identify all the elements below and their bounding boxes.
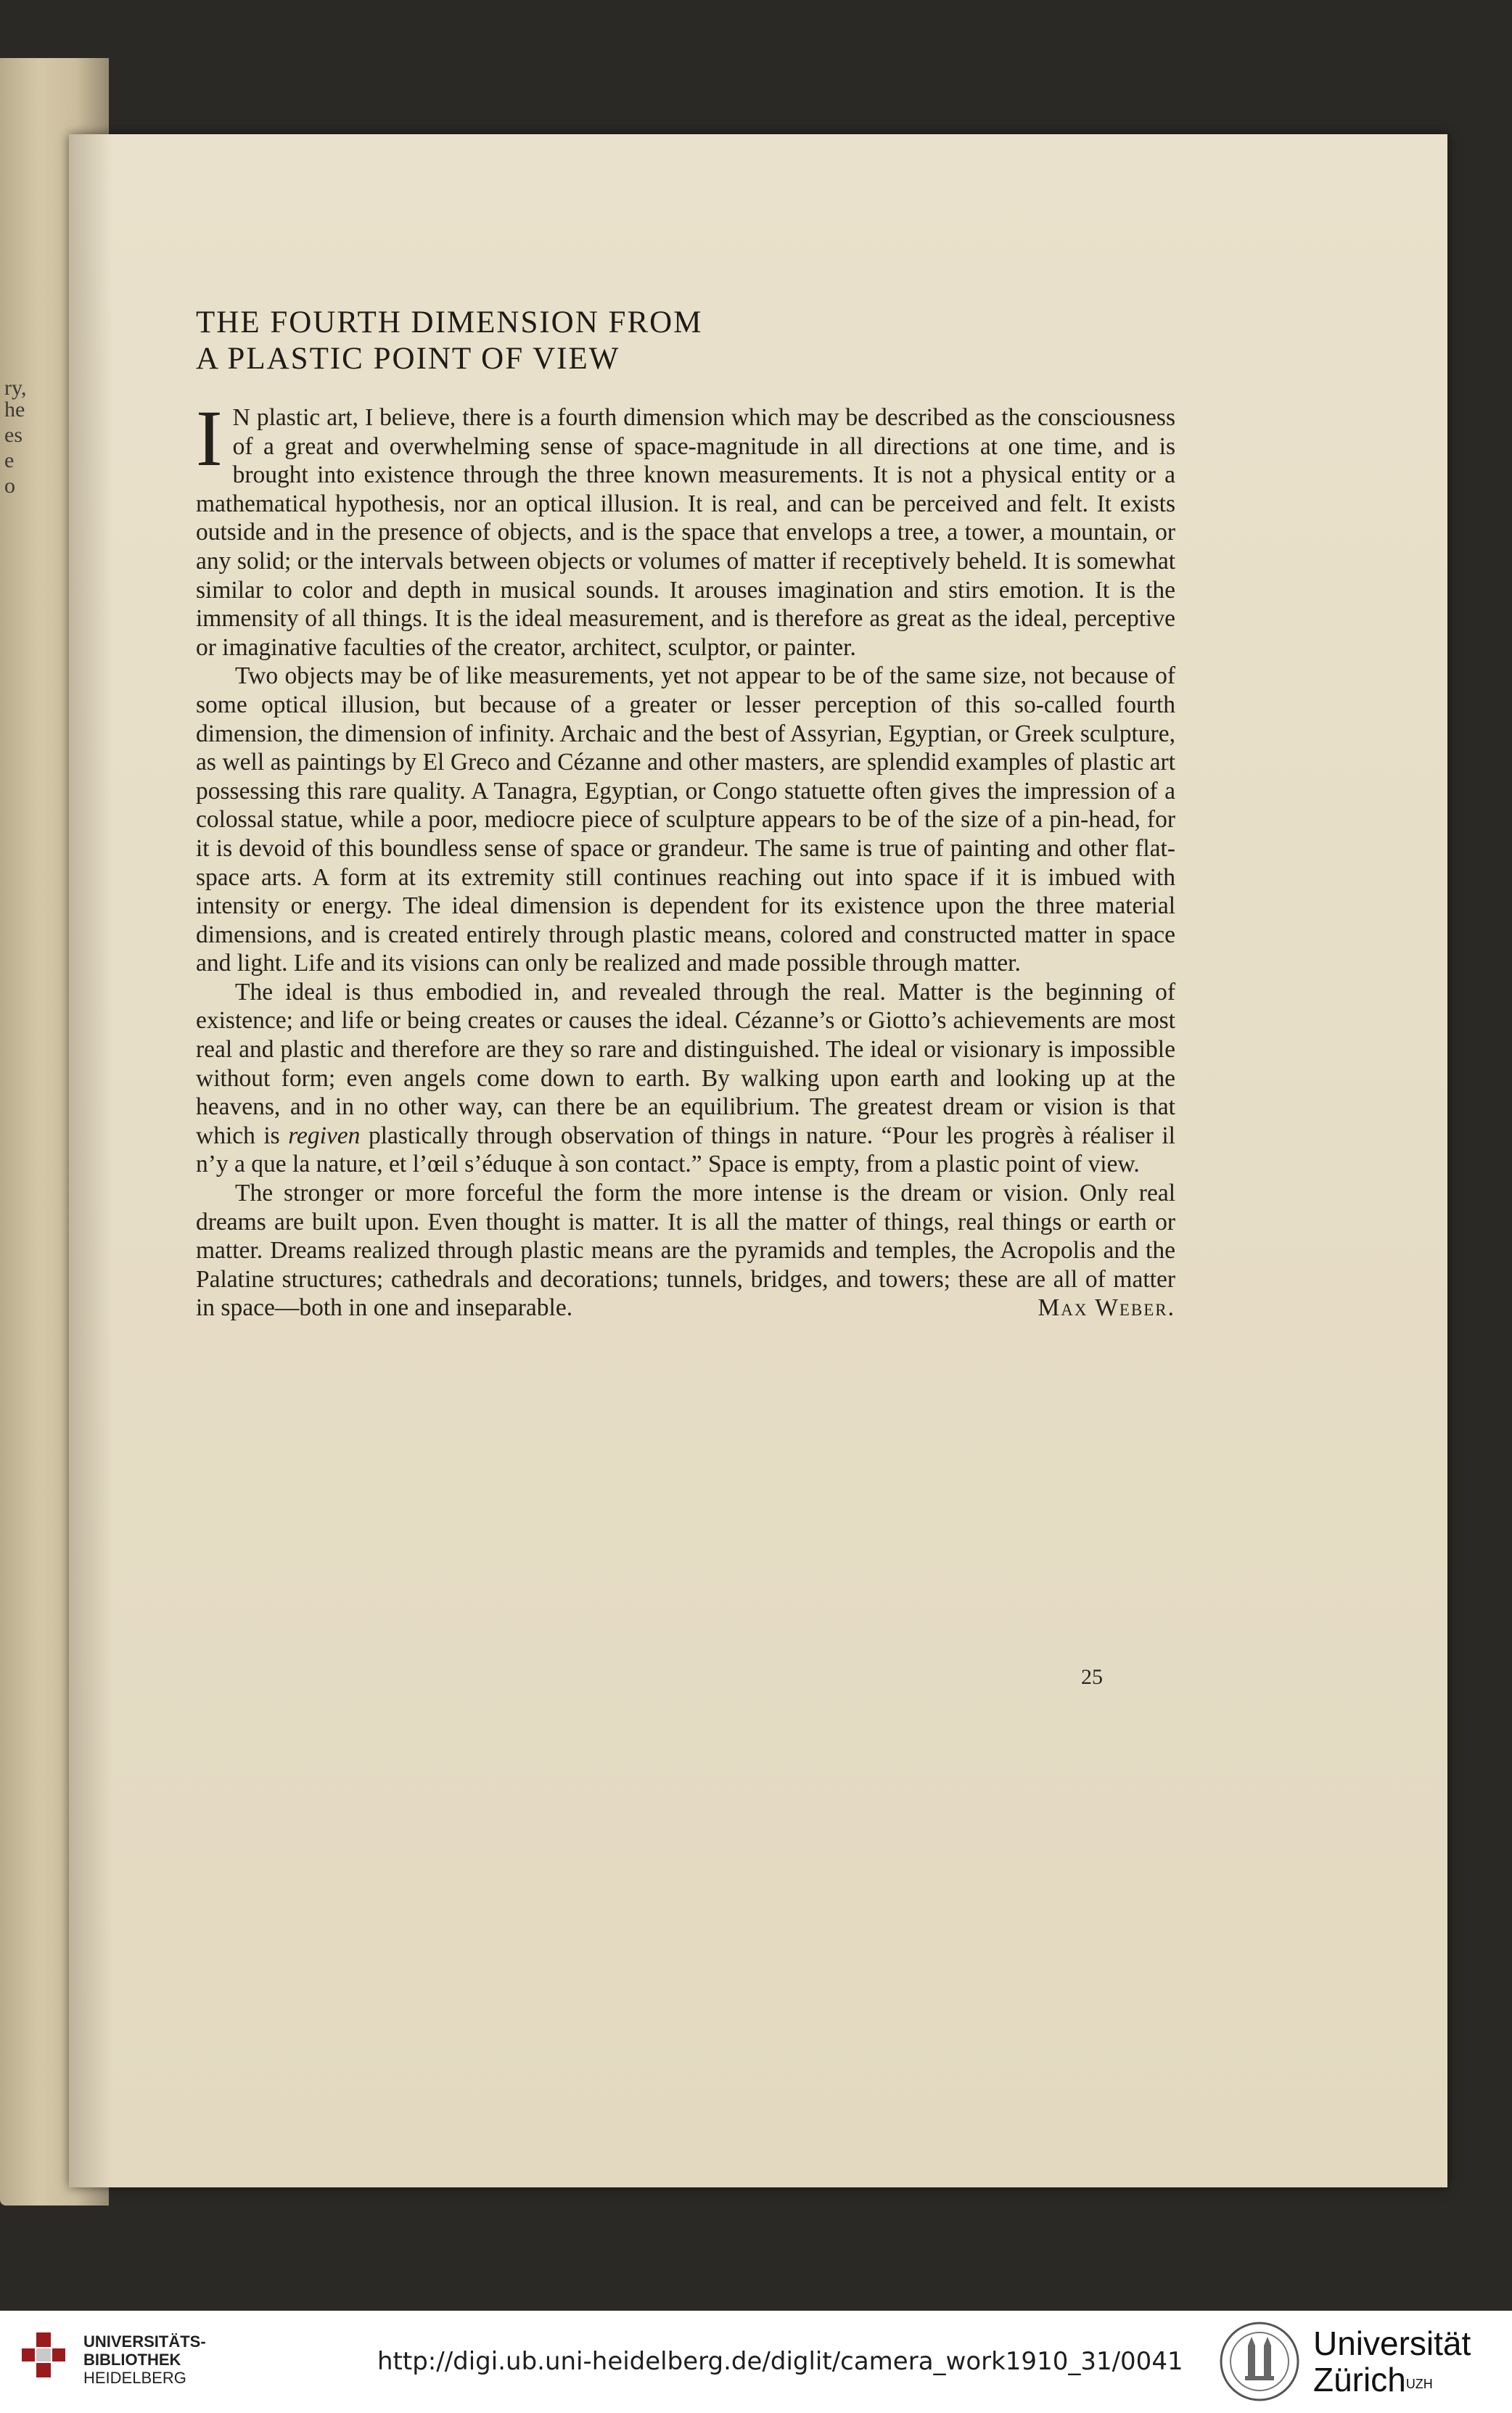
heidelberg-library-logo: [15, 2327, 73, 2392]
paragraph-text: N plastic art, I believe, there is a fourth dimension which may be described as the consciousness of a great and overwhelming sense of space-magnitude in all directions at one time, and is brought into existence through the three known measurements. It is not a physical entity or a mathematical hypothesis, nor an optical illusion. It is real, and can be perceived and felt. It exists outside and in the presence of objects, and is the space that envelops a tree, a tower, a mountain, or any solid; or the intervals between objects or volumes of matter if receptively beheld. It is somewhat similar to color and depth in musical sounds. It arouses imagination and stirs emotion. It is the immensity of all things. It is the ideal measurement, and is therefore as great as the ideal, perceptive or imaginative faculties of the creator, architect, sculptor, or painter.: [196, 404, 1175, 661]
paragraph: [196, 1179, 1175, 1323]
paragraph-text: plastically through observation of things in nature. “Pour les progrès à réaliser il n’y a que la nature, et l’œil s’éduque à son contact.” Space is empty, from a plastic point of view.: [196, 1122, 1175, 1178]
facing-page-fragment: es: [4, 423, 22, 447]
university-name: Universität Zürich$^{UZH}$: [1313, 2324, 1471, 2398]
uzh-seal-icon: [1219, 2321, 1300, 2402]
digitization-footer: [0, 2311, 1512, 2413]
paragraph-text: Two objects may be of like measurements, yet not appear to be of the same size, not because of some optical illusion, but because of a greater or lesser perception of this so-called fourth dimension, the dimension of infinity. Archaic and the best of Assyrian, Egyptian, or Greek sculpture, as well as paintings by El Greco and Cézanne and other masters, are splendid examples of plastic art possessing this rare quality. A Tanagra, Egyptian, or Congo statuette often gives the impression of a colossal statue, while a poor, mediocre piece of sculpture appears to be of the size of a pin-head, for it is devoid of this boundless sense of space or grandeur. The same is true of painting and other flat-space arts. A form at its extremity still continues reaching out into space if it is imbued with intensity or energy. The ideal dimension is dependent for its existence upon the three material dimensions, and is created entirely through plastic means, colored and constructed matter in space and light. Life and its visions can only be realized and made possible through matter.: [196, 662, 1175, 977]
source-url[interactable]: http://digi.ub.uni-heidelberg.de/diglit/camera_work1910_31/0041: [377, 2347, 1183, 2376]
page-number: 25: [1081, 1665, 1103, 1689]
paragraph-text: The stronger or more forceful the form the more intense is the dream or vision. Only real dreams are built upon. Even thought is matter. It is all the matter of things, real things or earth or matter. Dreams realized through plastic means are the pyramids and temples, the Acropolis and the Palatine structures; cathedrals and decorations; tunnels, bridges, and towers; these are all of matter in space—both in one and inseparable.: [196, 1180, 1175, 1322]
paragraph-text: The ideal is thus embodied in, and revealed through the real. Matter is the beginning of existence; and life or being creates or causes the ideal. Cézanne’s or Giotto’s achievements are most real and plastic and therefore are they so rare and distinguished. The ideal or visionary is impossible without form; even angels come down to earth. By walking upon earth and looking up at the heavens, and in no other way, can there be an equilibrium. The greatest dream or vision is that which is: [196, 978, 1175, 1149]
paragraph: [196, 978, 1175, 1179]
paragraph: [196, 662, 1175, 978]
italic-word: regiven: [288, 1122, 361, 1149]
facing-page-fragment: e: [4, 448, 15, 472]
title-line: A PLASTIC POINT OF VIEW: [196, 342, 620, 376]
paragraph: [196, 394, 1175, 662]
facing-page-fragment: o: [4, 474, 15, 498]
facing-page-fragment: he: [4, 398, 25, 422]
article: [196, 305, 1175, 1323]
article-title: [196, 305, 1175, 377]
uzh-superscript: UZH: [1405, 2377, 1433, 2391]
author-signature: Max Weber.: [1038, 1294, 1175, 1322]
drop-cap: I: [196, 394, 223, 482]
book-page: [69, 134, 1447, 2187]
library-name: UNIVERSITÄTS- BIBLIOTHEK HEIDELBERG: [83, 2332, 206, 2387]
title-line: THE FOURTH DIMENSION FROM: [196, 305, 703, 340]
facing-page-fragment: ry,: [4, 376, 27, 400]
